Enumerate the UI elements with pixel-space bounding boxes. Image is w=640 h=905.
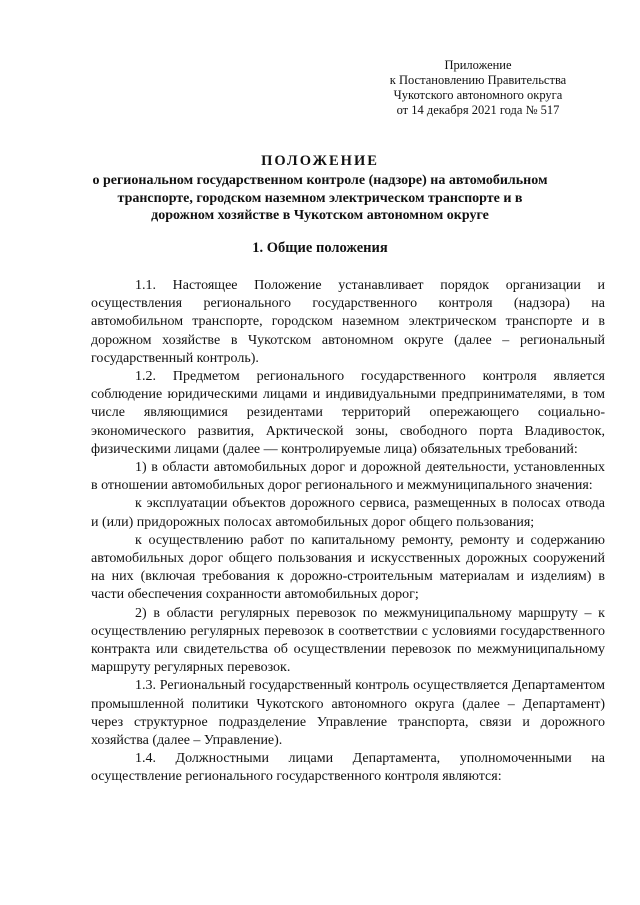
paragraph-road-service: к эксплуатации объектов дорожного сервиса, размещенных в полосах отвода и (или) придорожных полосах автомобильных дорог общего пользования; bbox=[91, 496, 605, 530]
annex-line-3: Чукотского автономного округа bbox=[393, 88, 563, 102]
document-body bbox=[91, 277, 605, 787]
annex-header bbox=[368, 58, 588, 118]
annex-line-2: к Постановлению Правительства bbox=[389, 73, 567, 87]
section-heading: 1. Общие положения bbox=[252, 240, 388, 256]
paragraph-1-2: 1.2. Предметом регионального государственного контроля является соблюдение юридическими лицами и индивидуальными предпринимателями, в том числе являющимися резидентами территорий опережающего социально-экономического развития, Арктической зоны, свободного порта Владивосток, физическими лицами (далее — контролируемые лица) обязательных требований: bbox=[91, 369, 605, 457]
paragraph-item-1: 1) в области автомобильных дорог и дорожной деятельности, установленных в отношении автомобильных дорог регионального и межмуниципального значения: bbox=[91, 460, 605, 494]
paragraph-1-4: 1.4. Должностными лицами Департамента, уполномоченными на осуществление регионального государственного контроля являются: bbox=[91, 751, 605, 785]
paragraph-1-1: 1.1. Настоящее Положение устанавливает порядок организации и осуществления регионального государственного контроля (надзора) на автомобильном транспорте, городском наземном электрическом транспорте и в дорожном хозяйстве в Чукотском автономном округе (далее – региональный государственный контроль). bbox=[91, 278, 605, 366]
paragraph-item-2: 2) в области регулярных перевозок по межмуниципальному маршруту – к осуществлению регулярных перевозок в соответствии с условиями государственного контракта или свидетельства об осуществлении перевозок по межмуниципальному маршруту регулярных перевозок. bbox=[91, 605, 605, 676]
annex-line-1: Приложение bbox=[444, 58, 512, 72]
annex-line-4: от 14 декабря 2021 года № 517 bbox=[396, 103, 560, 117]
paragraph-1-3: 1.3. Региональный государственный контроль осуществляется Департаментом промышленной политики Чукотского автономного округа (далее – Департамент) через структурное подразделение Управление транспорта, связи и дорожного хозяйства (далее – Управление). bbox=[91, 678, 605, 749]
document-title: ПОЛОЖЕНИЕ bbox=[261, 153, 379, 169]
paragraph-road-repair: к осуществлению работ по капитальному ремонту, ремонту и содержанию автомобильных дорог общего пользования и искусственных дорожных сооружений на них (включая требования к дорожно-строительным материалам и изделиям) в части обеспечения сохранности автомобильных дорог; bbox=[91, 532, 605, 603]
document-subtitle: о региональном государственном контроле (надзоре) на автомобильном транспорте, городском наземном электрическом транспорте и в дорожном хозяйстве в Чукотском автономном округе bbox=[92, 173, 548, 223]
